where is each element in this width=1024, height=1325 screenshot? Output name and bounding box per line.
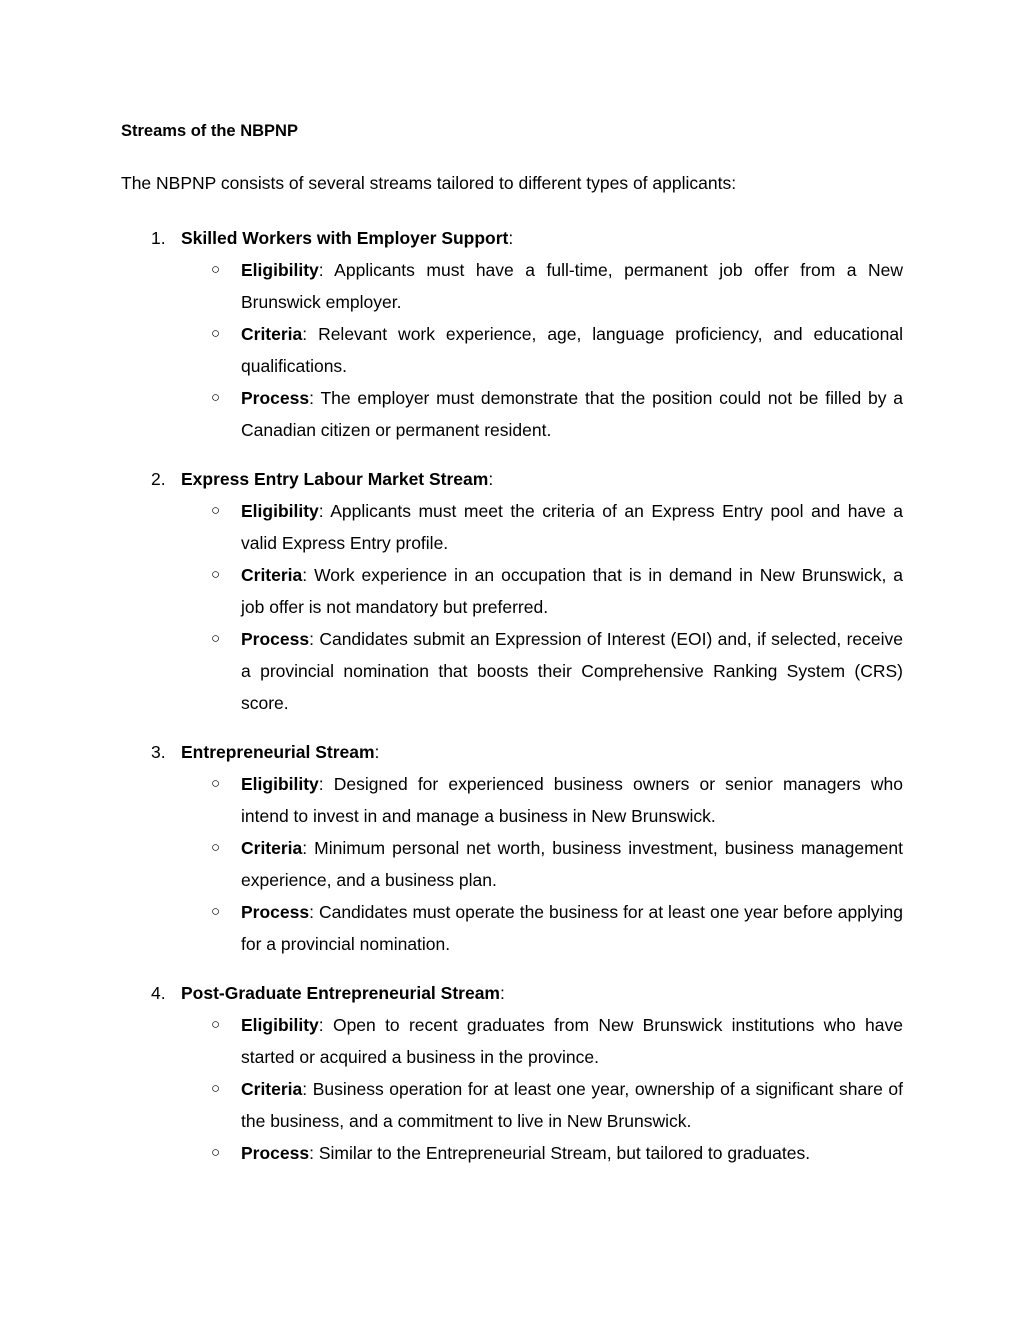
stream-title: Skilled Workers with Employer Support — [181, 228, 509, 248]
circle-bullet-icon: ○ — [211, 903, 221, 920]
detail-item — [121, 768, 903, 832]
detail-key: Process — [241, 629, 310, 649]
detail-text: : Relevant work experience, age, language proficiency, and educational qualifications. — [241, 324, 903, 376]
stream-item — [121, 977, 903, 1169]
circle-bullet-icon: ○ — [211, 566, 221, 583]
stream-title: Entrepreneurial Stream — [181, 742, 375, 762]
detail-key: Eligibility — [241, 774, 319, 794]
detail-text: : Work experience in an occupation that is in demand in New Brunswick, a job offer is not mandatory but preferred. — [241, 565, 903, 617]
circle-bullet-icon: ○ — [211, 502, 221, 519]
streams-list — [121, 222, 903, 1169]
section-heading: Streams of the NBPNP — [121, 122, 298, 140]
detail-item — [121, 318, 903, 382]
stream-heading — [121, 977, 903, 1009]
detail-item — [121, 1137, 903, 1169]
detail-text: : Minimum personal net worth, business investment, business management experience, and a business plan. — [241, 838, 903, 890]
detail-key: Process — [241, 902, 310, 922]
detail-key: Criteria — [241, 565, 303, 585]
stream-title: Post-Graduate Entrepreneurial Stream — [181, 983, 500, 1003]
detail-item — [121, 896, 903, 960]
stream-details — [121, 495, 903, 719]
detail-key: Criteria — [241, 1079, 303, 1099]
intro-paragraph: The NBPNP consists of several streams tailored to different types of applicants: — [121, 173, 737, 193]
stream-heading — [121, 736, 903, 768]
stream-number: 3. — [151, 742, 166, 762]
detail-text: : Designed for experienced business owners or senior managers who intend to invest in and manage a business in New Brunswick. — [241, 774, 903, 826]
circle-bullet-icon: ○ — [211, 261, 221, 278]
circle-bullet-icon: ○ — [211, 1080, 221, 1097]
circle-bullet-icon: ○ — [211, 1144, 221, 1161]
detail-text: : Candidates submit an Expression of Interest (EOI) and, if selected, receive a provincial nomination that boosts their Comprehensive Ranking System (CRS) score. — [241, 629, 903, 713]
stream-number: 2. — [151, 469, 166, 489]
detail-item — [121, 382, 903, 446]
circle-bullet-icon: ○ — [211, 775, 221, 792]
detail-key: Eligibility — [241, 1015, 319, 1035]
detail-text: : Similar to the Entrepreneurial Stream, but tailored to graduates. — [309, 1143, 811, 1163]
stream-number: 4. — [151, 983, 166, 1003]
stream-heading — [121, 463, 903, 495]
stream-item — [121, 222, 903, 446]
stream-title: Express Entry Labour Market Stream — [181, 469, 489, 489]
circle-bullet-icon: ○ — [211, 630, 221, 647]
stream-details — [121, 254, 903, 446]
detail-item — [121, 559, 903, 623]
stream-item — [121, 736, 903, 960]
detail-text: : Candidates must operate the business for at least one year before applying for a provincial nomination. — [241, 902, 903, 954]
detail-key: Eligibility — [241, 501, 319, 521]
circle-bullet-icon: ○ — [211, 389, 221, 406]
detail-item — [121, 495, 903, 559]
detail-text: : Applicants must have a full-time, permanent job offer from a New Brunswick employer. — [241, 260, 903, 312]
stream-details — [121, 1009, 903, 1169]
stream-colon: : — [488, 469, 494, 489]
detail-key: Criteria — [241, 838, 303, 858]
detail-text: : Applicants must meet the criteria of an Express Entry pool and have a valid Express Entry profile. — [241, 501, 903, 553]
stream-colon: : — [374, 742, 380, 762]
detail-item — [121, 254, 903, 318]
detail-item — [121, 1073, 903, 1137]
detail-text: : Business operation for at least one year, ownership of a significant share of the business, and a commitment to live in New Brunswick. — [241, 1079, 903, 1131]
circle-bullet-icon: ○ — [211, 325, 221, 342]
circle-bullet-icon: ○ — [211, 1016, 221, 1033]
circle-bullet-icon: ○ — [211, 839, 221, 856]
detail-item — [121, 832, 903, 896]
stream-colon: : — [508, 228, 514, 248]
detail-key: Criteria — [241, 324, 303, 344]
stream-heading — [121, 222, 903, 254]
detail-item — [121, 1009, 903, 1073]
detail-key: Eligibility — [241, 260, 319, 280]
detail-text: : Open to recent graduates from New Brunswick institutions who have started or acquired a business in the province. — [241, 1015, 903, 1067]
stream-colon: : — [499, 983, 505, 1003]
detail-item — [121, 623, 903, 719]
document-page — [121, 118, 903, 1186]
stream-item — [121, 463, 903, 719]
detail-text: : The employer must demonstrate that the position could not be filled by a Canadian citizen or permanent resident. — [241, 388, 903, 440]
detail-key: Process — [241, 388, 310, 408]
detail-key: Process — [241, 1143, 310, 1163]
stream-number: 1. — [151, 228, 166, 248]
stream-details — [121, 768, 903, 960]
